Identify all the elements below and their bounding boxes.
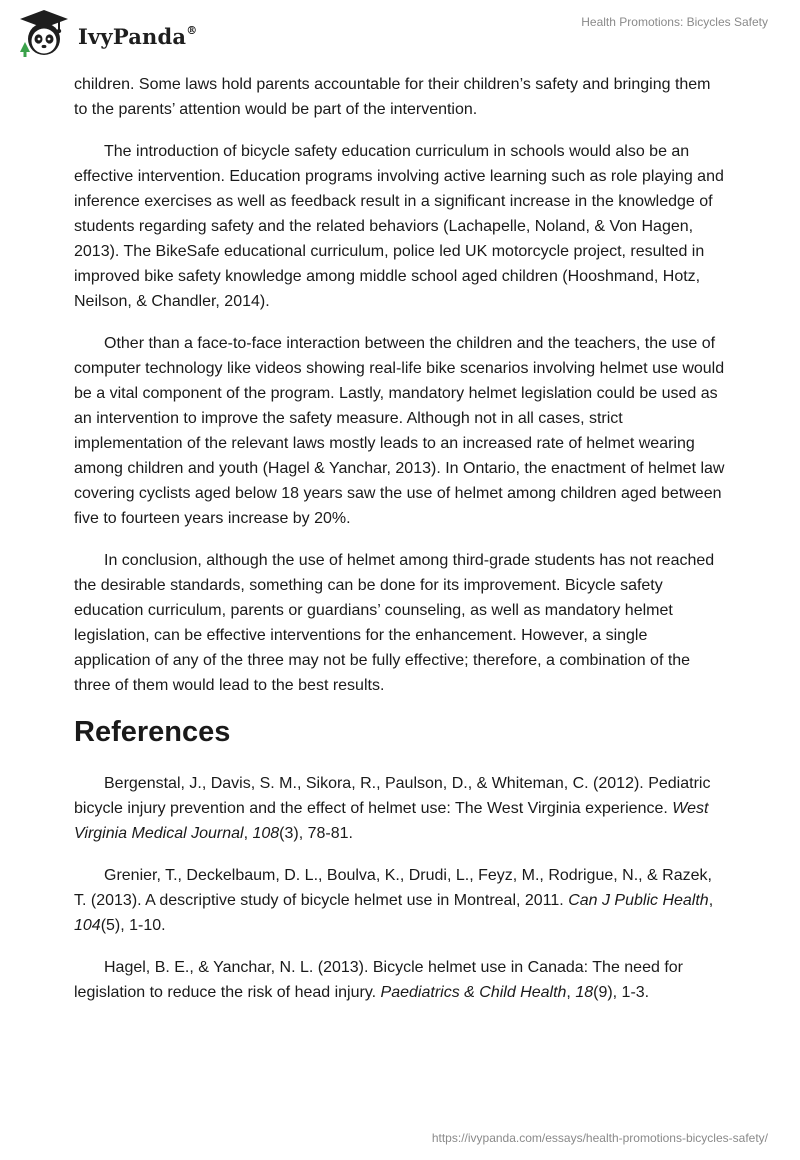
body-paragraph-2: The introduction of bicycle safety education curriculum in schools would also be an effective intervention. Education programs involving active learning such as role playing and inference exercises as well as feedback result in a significant increase in the knowledge of students regarding safety and the related behaviors (Lachapelle, Noland, & Von Hagen, 2013). The BikeSafe educational curriculum, police led UK motorcycle project, resulted in improved bike safety knowledge among middle school aged children (Hooshmand, Hotz, Neilson, & Chandler, 2014).: [74, 143, 724, 310]
running-title: Health Promotions: Bicycles Safety: [581, 15, 768, 29]
reference-journal: Can J Public Health: [568, 892, 709, 909]
reference-journal: Paediatrics & Child Health: [380, 984, 567, 1001]
body-paragraph-1: children. Some laws hold parents accountable for their children’s safety and bringing them to the parents’ attention would be part of the intervention.: [74, 76, 711, 118]
reference-pages: (5), 1-10.: [100, 917, 166, 934]
registered-mark: ®: [186, 24, 198, 37]
reference-pages: (9), 1-3.: [593, 984, 650, 1001]
reference-text: Grenier, T., Deckelbaum, D. L., Boulva, K., Drudi, L., Feyz, M., Rodrigue, N., & Razek, T. (2013). A descriptive study of bicycle helmet use in Montreal, 2011.: [74, 867, 712, 909]
reference-item-3: Hagel, B. E., & Yanchar, N. L. (2013). Bicycle helmet use in Canada: The need for legislation to reduce the risk of head injury. Paediatrics & Child Health, 18(9), 1-3.: [74, 959, 683, 1001]
page-header: [0, 0, 800, 68]
reference-volume: 108: [252, 825, 280, 842]
reference-journal: West Virginia Medical Journal: [74, 800, 709, 842]
essay-content: [74, 72, 726, 1022]
reference-text: Bergenstal, J., Davis, S. M., Sikora, R., Paulson, D., & Whiteman, C. (2012). Pediatric bicycle injury prevention and the effect of helmet use: The West Virginia experience.: [74, 775, 711, 817]
reference-item-1: Bergenstal, J., Davis, S. M., Sikora, R., Paulson, D., & Whiteman, C. (2012). Pediatric bicycle injury prevention and the effect of helmet use: The West Virginia experience. West Virginia Medical Journal, 108(3), 78-81.: [74, 775, 711, 842]
brand-name: [78, 24, 197, 49]
brand-text: IvyPanda: [78, 24, 187, 49]
references-heading: References: [74, 716, 231, 748]
body-paragraph-3: Other than a face-to-face interaction between the children and the teachers, the use of computer technology like videos showing real-life bike scenarios involving helmet use would be a vital component of the program. Lastly, mandatory helmet legislation could be used as an intervention to improve the safety measure. Although not in all cases, strict implementation of the relevant laws mostly leads to an increased rate of helmet wearing among children and youth (Hagel & Yanchar, 2013). In Ontario, the enactment of helmet law covering cyclists aged below 18 years saw the use of helmet among children aged between five to fourteen years increase by 20%.: [74, 335, 725, 527]
body-paragraph-4: In conclusion, although the use of helmet among third-grade students has not reached the desirable standards, something can be done for its improvement. Bicycle safety education curriculum, parents or guardians’ counseling, as well as mandatory helmet legislation, can be effective interventions for the enhancement. However, a single application of any of the three may not be fully effective; therefore, a combination of the three of them would lead to the best results.: [74, 552, 715, 694]
ivypanda-logo[interactable]: [14, 8, 234, 60]
reference-pages: (3), 78-81.: [279, 825, 353, 842]
panda-graduate-icon: [14, 8, 74, 60]
reference-volume: 18: [575, 984, 594, 1001]
source-url[interactable]: https://ivypanda.com/essays/health-promotions-bicycles-safety/: [431, 1131, 768, 1145]
reference-item-2: Grenier, T., Deckelbaum, D. L., Boulva, K., Drudi, L., Feyz, M., Rodrigue, N., & Razek, T. (2013). A descriptive study of bicycle helmet use in Montreal, 2011. Can J Public Health, 104(5), 1-10.: [74, 867, 714, 934]
reference-volume: 104: [74, 917, 101, 934]
reference-text: Hagel, B. E., & Yanchar, N. L. (2013). Bicycle helmet use in Canada: The need for legislation to reduce the risk of head injury.: [74, 959, 683, 1001]
